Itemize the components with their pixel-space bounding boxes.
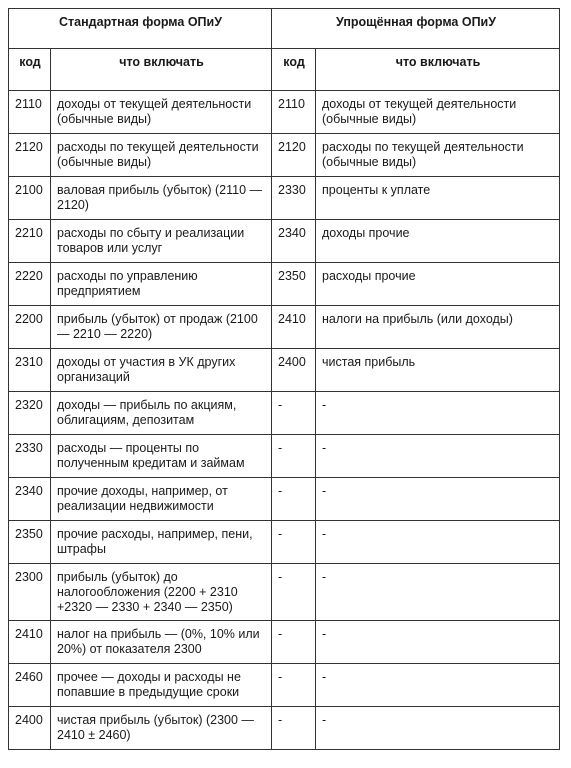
simplified-include-cell: - <box>316 664 560 707</box>
table-row <box>9 664 560 707</box>
simplified-code-cell: - <box>272 707 316 750</box>
simplified-code-cell: 2350 <box>272 263 316 306</box>
standard-include-cell: расходы — проценты по полученным кредитам и займам <box>51 435 272 478</box>
simplified-code-cell: 2330 <box>272 177 316 220</box>
header-row-columns <box>9 49 560 91</box>
table-row <box>9 306 560 349</box>
simplified-include-cell: - <box>316 621 560 664</box>
simplified-include-cell: - <box>316 521 560 564</box>
standard-include-cell: прочие расходы, например, пени, штрафы <box>51 521 272 564</box>
simplified-code-cell: - <box>272 521 316 564</box>
standard-include-cell: расходы по текущей деятельности (обычные виды) <box>51 134 272 177</box>
simplified-include-cell: - <box>316 478 560 521</box>
table-body <box>9 91 560 750</box>
standard-include-cell: доходы от текущей деятельности (обычные виды) <box>51 91 272 134</box>
simplified-include-cell: чистая прибыль <box>316 349 560 392</box>
simplified-include-cell: - <box>316 564 560 621</box>
standard-include-cell: прочее — доходы и расходы не попавшие в предыдущие сроки <box>51 664 272 707</box>
simplified-include-cell: налоги на прибыль (или доходы) <box>316 306 560 349</box>
standard-include-cell: прибыль (убыток) до налогообложения (2200 + 2310 +2320 — 2330 + 2340 — 2350) <box>51 564 272 621</box>
simplified-code-cell: - <box>272 392 316 435</box>
simplified-include-cell: - <box>316 707 560 750</box>
simplified-include-header: что включать <box>316 49 560 91</box>
simplified-include-cell: расходы по текущей деятельности (обычные виды) <box>316 134 560 177</box>
simplified-include-cell: - <box>316 435 560 478</box>
table-row <box>9 91 560 134</box>
simplified-code-cell: - <box>272 564 316 621</box>
simplified-code-cell: 2340 <box>272 220 316 263</box>
standard-code-cell: 2330 <box>9 435 51 478</box>
simplified-form-header: Упрощённая форма ОПиУ <box>272 9 560 49</box>
simplified-code-cell: 2120 <box>272 134 316 177</box>
table-row <box>9 621 560 664</box>
standard-code-cell: 2220 <box>9 263 51 306</box>
standard-include-cell: валовая прибыль (убыток) (2110 — 2120) <box>51 177 272 220</box>
table-row <box>9 263 560 306</box>
standard-code-cell: 2100 <box>9 177 51 220</box>
table-row <box>9 521 560 564</box>
standard-include-cell: доходы — прибыль по акциям, облигациям, депозитам <box>51 392 272 435</box>
opiu-comparison-table <box>8 8 560 750</box>
standard-code-cell: 2400 <box>9 707 51 750</box>
simplified-code-cell: - <box>272 435 316 478</box>
standard-form-header: Стандартная форма ОПиУ <box>9 9 272 49</box>
simplified-code-cell: 2410 <box>272 306 316 349</box>
standard-code-cell: 2460 <box>9 664 51 707</box>
simplified-include-cell: - <box>316 392 560 435</box>
standard-include-cell: расходы по управлению предприятием <box>51 263 272 306</box>
simplified-code-cell: - <box>272 478 316 521</box>
standard-code-cell: 2350 <box>9 521 51 564</box>
standard-code-cell: 2200 <box>9 306 51 349</box>
standard-code-cell: 2320 <box>9 392 51 435</box>
simplified-include-cell: проценты к уплате <box>316 177 560 220</box>
standard-code-cell: 2300 <box>9 564 51 621</box>
standard-include-cell: чистая прибыль (убыток) (2300 — 2410 ± 2460) <box>51 707 272 750</box>
standard-code-cell: 2110 <box>9 91 51 134</box>
header-row-forms <box>9 9 560 49</box>
standard-code-cell: 2210 <box>9 220 51 263</box>
standard-include-cell: прочие доходы, например, от реализации недвижимости <box>51 478 272 521</box>
table-row <box>9 349 560 392</box>
simplified-include-cell: доходы от текущей деятельности (обычные виды) <box>316 91 560 134</box>
simplified-code-cell: 2400 <box>272 349 316 392</box>
table-row <box>9 707 560 750</box>
table-row <box>9 134 560 177</box>
table-row <box>9 392 560 435</box>
simplified-code-cell: - <box>272 664 316 707</box>
standard-code-cell: 2410 <box>9 621 51 664</box>
simplified-code-header: код <box>272 49 316 91</box>
table-row <box>9 435 560 478</box>
simplified-code-cell: 2110 <box>272 91 316 134</box>
standard-code-cell: 2310 <box>9 349 51 392</box>
table-row <box>9 564 560 621</box>
standard-include-cell: налог на прибыль — (0%, 10% или 20%) от показателя 2300 <box>51 621 272 664</box>
standard-include-cell: доходы от участия в УК других организаций <box>51 349 272 392</box>
table-row <box>9 220 560 263</box>
simplified-include-cell: расходы прочие <box>316 263 560 306</box>
standard-include-cell: расходы по сбыту и реализации товаров или услуг <box>51 220 272 263</box>
standard-include-header: что включать <box>51 49 272 91</box>
standard-include-cell: прибыль (убыток) от продаж (2100 — 2210 — 2220) <box>51 306 272 349</box>
standard-code-cell: 2340 <box>9 478 51 521</box>
simplified-include-cell: доходы прочие <box>316 220 560 263</box>
standard-code-header: код <box>9 49 51 91</box>
simplified-code-cell: - <box>272 621 316 664</box>
table-row <box>9 177 560 220</box>
table-row <box>9 478 560 521</box>
standard-code-cell: 2120 <box>9 134 51 177</box>
